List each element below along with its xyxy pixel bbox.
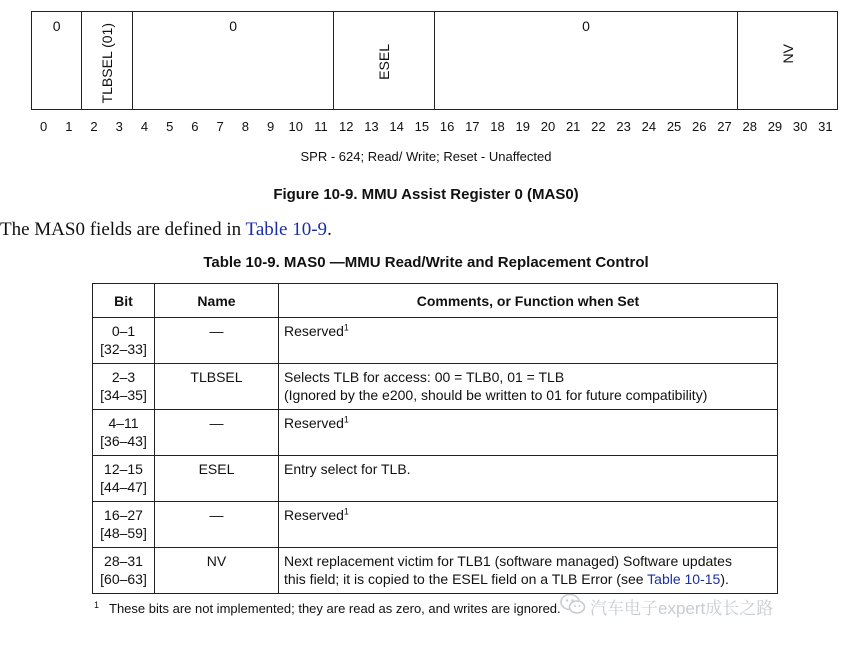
table-caption: Table 10-9. MAS0 —MMU Read/Write and Replacement Control (203, 254, 649, 271)
field-reserved-4-11 (133, 12, 335, 109)
wechat-icon (560, 593, 586, 620)
cell-name: ESEL (155, 456, 279, 502)
bit-number: 2 (90, 119, 98, 134)
bit-number: 23 (616, 119, 631, 134)
field-name: ESEL (376, 44, 393, 80)
cell-comment (279, 456, 778, 502)
figure-caption: Figure 10-9. MMU Assist Register 0 (MAS0) (273, 186, 579, 203)
bit-number: 21 (565, 119, 581, 134)
bit-number: 3 (115, 119, 123, 134)
bit-number: 13 (364, 119, 379, 134)
intro-text-end: . (327, 219, 332, 240)
table-row (93, 502, 778, 548)
footnote-mark: 1 (94, 600, 100, 610)
cell-bit (93, 548, 155, 594)
bit-number: 1 (65, 119, 73, 134)
bit-number: 5 (166, 119, 174, 134)
cell-bit (93, 364, 155, 410)
comment-text: Entry select for TLB. (284, 461, 411, 477)
spr-description: SPR - 624; Read/ Write; Reset - Unaffected (300, 149, 552, 164)
comment-text: Selects TLB for access: 00 = TLB0, 01 = TLB (284, 369, 565, 385)
bit-range: 16–27 (104, 507, 143, 523)
bit-number: 31 (818, 119, 833, 134)
watermark-text: 汽车电子expert成长之路 (590, 598, 774, 618)
bit-number: 29 (767, 119, 783, 134)
field-reserved-16-27 (435, 12, 738, 109)
field-value: 0 (582, 18, 590, 34)
bit-number: 19 (515, 119, 530, 134)
register-diagram (31, 11, 838, 110)
bit-range-64: [44–47] (100, 479, 147, 495)
table-row (93, 548, 778, 594)
bit-number: 6 (191, 119, 199, 134)
bit-number: 12 (338, 119, 354, 134)
table-link[interactable]: Table 10-9 (245, 219, 328, 240)
bit-number: 11 (314, 119, 328, 134)
table-row (93, 364, 778, 410)
field-name: TLBSEL (01) (99, 22, 116, 103)
watermark (560, 591, 773, 621)
comment-text-2: (Ignored by the e200, should be written to 01 for future compatibility) (284, 387, 708, 403)
cell-comment (279, 364, 778, 410)
bit-number-row (31, 119, 838, 135)
cell-comment (279, 318, 778, 364)
cell-name: TLBSEL (155, 364, 279, 410)
bit-number: 30 (792, 119, 808, 134)
bit-number: 20 (540, 119, 556, 134)
field-tlbsel (82, 12, 132, 109)
comment-text-2: this field; it is copied to the ESEL field on a TLB Error (see (284, 571, 648, 587)
cell-bit (93, 410, 155, 456)
footnote-ref: 1 (343, 506, 349, 517)
field-name: NV (780, 44, 797, 64)
footnote (94, 601, 561, 616)
cell-name: — (155, 410, 279, 456)
bit-number: 10 (288, 119, 304, 134)
bit-range: 2–3 (111, 369, 136, 385)
bit-number: 17 (465, 119, 480, 134)
bit-number: 7 (216, 119, 224, 134)
comment-text: Reserved (284, 507, 344, 523)
bit-number: 15 (414, 119, 430, 134)
cell-comment (279, 410, 778, 456)
footnote-ref: 1 (343, 414, 349, 425)
footnote-ref: 1 (343, 322, 349, 333)
bit-number: 28 (742, 119, 757, 134)
cell-name: NV (155, 548, 279, 594)
table-row (93, 410, 778, 456)
table-link[interactable]: Table 10-15 (647, 571, 721, 587)
field-nv (738, 12, 839, 109)
bit-range: 0–1 (111, 323, 136, 339)
comment-text: Reserved (284, 415, 344, 431)
cell-bit (93, 502, 155, 548)
bit-number: 14 (389, 119, 404, 134)
bit-range-64: [60–63] (100, 571, 147, 587)
bit-range-64: [34–35] (100, 387, 147, 403)
cell-comment (279, 502, 778, 548)
cell-comment (279, 548, 778, 594)
bit-range: 12–15 (104, 461, 143, 477)
footnote-text: These bits are not implemented; they are read as zero, and writes are ignored. (109, 601, 561, 616)
bit-number: 24 (641, 119, 657, 134)
table-row (93, 318, 778, 364)
bit-number: 16 (439, 119, 455, 134)
field-value: 0 (229, 18, 238, 34)
field-reserved-0-1 (32, 12, 82, 109)
bit-number: 8 (241, 119, 249, 134)
intro-text: The MAS0 fields are defined in (0, 219, 246, 240)
table-row (93, 456, 778, 502)
comment-text-end: ). (720, 571, 729, 587)
field-value: 0 (52, 18, 61, 34)
comment-text: Reserved (284, 323, 344, 339)
bit-range-64: [36–43] (100, 433, 147, 449)
bit-number: 9 (266, 119, 275, 134)
bit-range: 4–11 (108, 415, 139, 431)
intro-paragraph (0, 219, 332, 241)
bit-range-64: [32–33] (100, 341, 147, 357)
cell-name: — (155, 318, 279, 364)
bit-number: 18 (490, 119, 505, 134)
cell-name: — (155, 502, 279, 548)
comment-text: Next replacement victim for TLB1 (software managed) Software updates (284, 553, 732, 569)
bit-number: 27 (717, 119, 732, 134)
cell-bit (93, 318, 155, 364)
cell-bit (93, 456, 155, 502)
header-name: Name (155, 284, 279, 318)
header-bit: Bit (93, 284, 155, 318)
bit-number: 4 (140, 119, 149, 134)
table-header-row (93, 284, 778, 318)
bit-number: 22 (591, 119, 606, 134)
bit-number: 0 (39, 119, 48, 134)
header-comments: Comments, or Function when Set (279, 284, 778, 318)
bit-range-64: [48–59] (100, 525, 147, 541)
bit-range: 28–31 (104, 553, 143, 569)
field-esel (335, 12, 436, 109)
bit-number: 25 (666, 119, 682, 134)
bit-number: 26 (692, 119, 707, 134)
mas0-table (92, 283, 778, 594)
